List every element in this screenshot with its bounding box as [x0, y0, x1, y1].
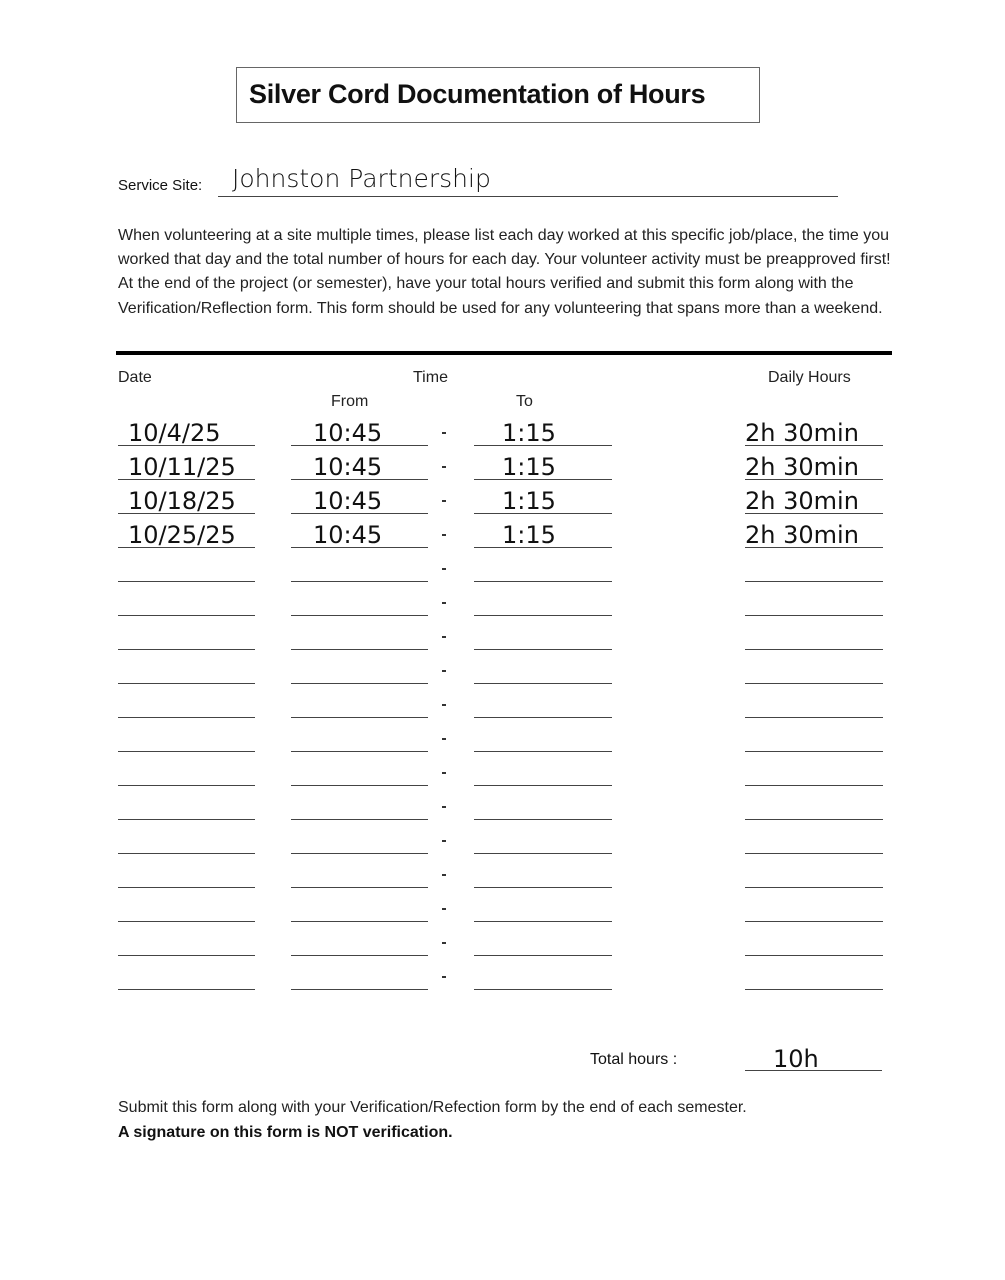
date-field[interactable] [118, 962, 255, 990]
date-field[interactable] [118, 792, 255, 820]
daily-hours-field[interactable] [745, 690, 883, 718]
time-separator [442, 840, 446, 842]
time-separator [442, 738, 446, 740]
service-site-value[interactable]: Johnston Partnership [232, 164, 491, 193]
from-time-field[interactable]: 10:45 [291, 520, 428, 548]
page-title: Silver Cord Documentation of Hours [249, 79, 706, 109]
daily-hours-field[interactable] [745, 758, 883, 786]
time-separator [442, 704, 446, 706]
table-row [0, 452, 1005, 486]
date-field[interactable] [118, 928, 255, 956]
from-time-field[interactable] [291, 894, 428, 922]
to-time-field[interactable] [474, 860, 612, 888]
table-row [0, 690, 1005, 724]
from-time-field[interactable] [291, 622, 428, 650]
to-time-field[interactable]: 1:15 [474, 486, 612, 514]
date-field[interactable]: 10/11/25 [118, 452, 255, 480]
title-box [236, 67, 760, 123]
date-field[interactable] [118, 690, 255, 718]
from-time-field[interactable] [291, 826, 428, 854]
table-row [0, 792, 1005, 826]
time-separator [442, 568, 446, 570]
date-field[interactable]: 10/4/25 [118, 418, 255, 446]
from-time-field[interactable]: 10:45 [291, 452, 428, 480]
time-separator [442, 942, 446, 944]
to-time-field[interactable] [474, 622, 612, 650]
footer-note: Submit this form along with your Verification/Refection form by the end of each semester. [118, 1099, 747, 1116]
daily-hours-field[interactable] [745, 826, 883, 854]
daily-hours-field[interactable] [745, 792, 883, 820]
to-time-field[interactable] [474, 792, 612, 820]
date-field[interactable] [118, 588, 255, 616]
time-separator [442, 602, 446, 604]
to-time-field[interactable] [474, 588, 612, 616]
from-time-field[interactable] [291, 860, 428, 888]
table-row [0, 758, 1005, 792]
from-time-field[interactable] [291, 962, 428, 990]
to-time-field[interactable] [474, 894, 612, 922]
daily-hours-field[interactable] [745, 588, 883, 616]
service-site-label: Service Site: [118, 177, 203, 194]
table-row [0, 656, 1005, 690]
from-time-field[interactable] [291, 588, 428, 616]
date-field[interactable] [118, 554, 255, 582]
header-to: To [516, 393, 533, 410]
to-time-field[interactable] [474, 928, 612, 956]
table-row [0, 418, 1005, 452]
instructions: When volunteering at a site multiple times, please list each day worked at this specific job/place, the time you worked that day and the total number of hours for each day. Your volunteer activity must be preapproved first! At the end of the project (or semester), have your total hours verified and submit this form along with the Verification/Reflection form. This form should be used for any volunteering that spans more than a weekend. [118, 227, 891, 317]
table-row [0, 520, 1005, 554]
date-field[interactable]: 10/25/25 [118, 520, 255, 548]
to-time-field[interactable] [474, 554, 612, 582]
table-row [0, 928, 1005, 962]
daily-hours-field[interactable]: 2h 30min [745, 486, 883, 514]
table-row [0, 588, 1005, 622]
daily-hours-field[interactable] [745, 622, 883, 650]
daily-hours-field[interactable] [745, 894, 883, 922]
to-time-field[interactable] [474, 656, 612, 684]
time-separator [442, 976, 446, 978]
to-time-field[interactable] [474, 962, 612, 990]
header-from: From [331, 393, 369, 410]
from-time-field[interactable] [291, 758, 428, 786]
daily-hours-field[interactable] [745, 554, 883, 582]
date-field[interactable] [118, 826, 255, 854]
time-separator [442, 908, 446, 910]
from-time-field[interactable]: 10:45 [291, 418, 428, 446]
date-field[interactable] [118, 894, 255, 922]
footer-warning: A signature on this form is NOT verification. [118, 1124, 453, 1141]
time-separator [442, 874, 446, 876]
date-field[interactable]: 10/18/25 [118, 486, 255, 514]
time-separator [442, 466, 446, 468]
table-row [0, 486, 1005, 520]
date-field[interactable] [118, 656, 255, 684]
from-time-field[interactable]: 10:45 [291, 486, 428, 514]
daily-hours-field[interactable] [745, 860, 883, 888]
section-divider [116, 351, 892, 355]
from-time-field[interactable] [291, 690, 428, 718]
time-separator [442, 534, 446, 536]
to-time-field[interactable] [474, 758, 612, 786]
date-field[interactable] [118, 622, 255, 650]
daily-hours-field[interactable]: 2h 30min [745, 520, 883, 548]
header-date: Date [118, 369, 152, 386]
to-time-field[interactable]: 1:15 [474, 418, 612, 446]
time-separator [442, 670, 446, 672]
from-time-field[interactable] [291, 928, 428, 956]
to-time-field[interactable]: 1:15 [474, 452, 612, 480]
total-hours-field[interactable]: 10h [745, 1042, 882, 1071]
service-site-field[interactable] [218, 196, 838, 197]
date-field[interactable] [118, 724, 255, 752]
total-hours-label: Total hours : [590, 1051, 678, 1068]
from-time-field[interactable] [291, 792, 428, 820]
table-row [0, 826, 1005, 860]
date-field[interactable] [118, 758, 255, 786]
from-time-field[interactable] [291, 656, 428, 684]
date-field[interactable] [118, 860, 255, 888]
daily-hours-field[interactable]: 2h 30min [745, 418, 883, 446]
table-row [0, 894, 1005, 928]
from-time-field[interactable] [291, 554, 428, 582]
time-separator [442, 806, 446, 808]
to-time-field[interactable]: 1:15 [474, 520, 612, 548]
header-daily-hours: Daily Hours [768, 369, 851, 386]
table-row [0, 860, 1005, 894]
time-separator [442, 636, 446, 638]
to-time-field[interactable] [474, 724, 612, 752]
to-time-field[interactable] [474, 826, 612, 854]
time-separator [442, 772, 446, 774]
daily-hours-field[interactable] [745, 928, 883, 956]
table-row [0, 554, 1005, 588]
daily-hours-field[interactable] [745, 656, 883, 684]
table-row [0, 962, 1005, 996]
from-time-field[interactable] [291, 724, 428, 752]
daily-hours-field[interactable] [745, 962, 883, 990]
to-time-field[interactable] [474, 690, 612, 718]
table-row [0, 622, 1005, 656]
daily-hours-field[interactable]: 2h 30min [745, 452, 883, 480]
time-separator [442, 432, 446, 434]
time-separator [442, 500, 446, 502]
header-time: Time [413, 369, 448, 386]
table-row [0, 724, 1005, 758]
daily-hours-field[interactable] [745, 724, 883, 752]
